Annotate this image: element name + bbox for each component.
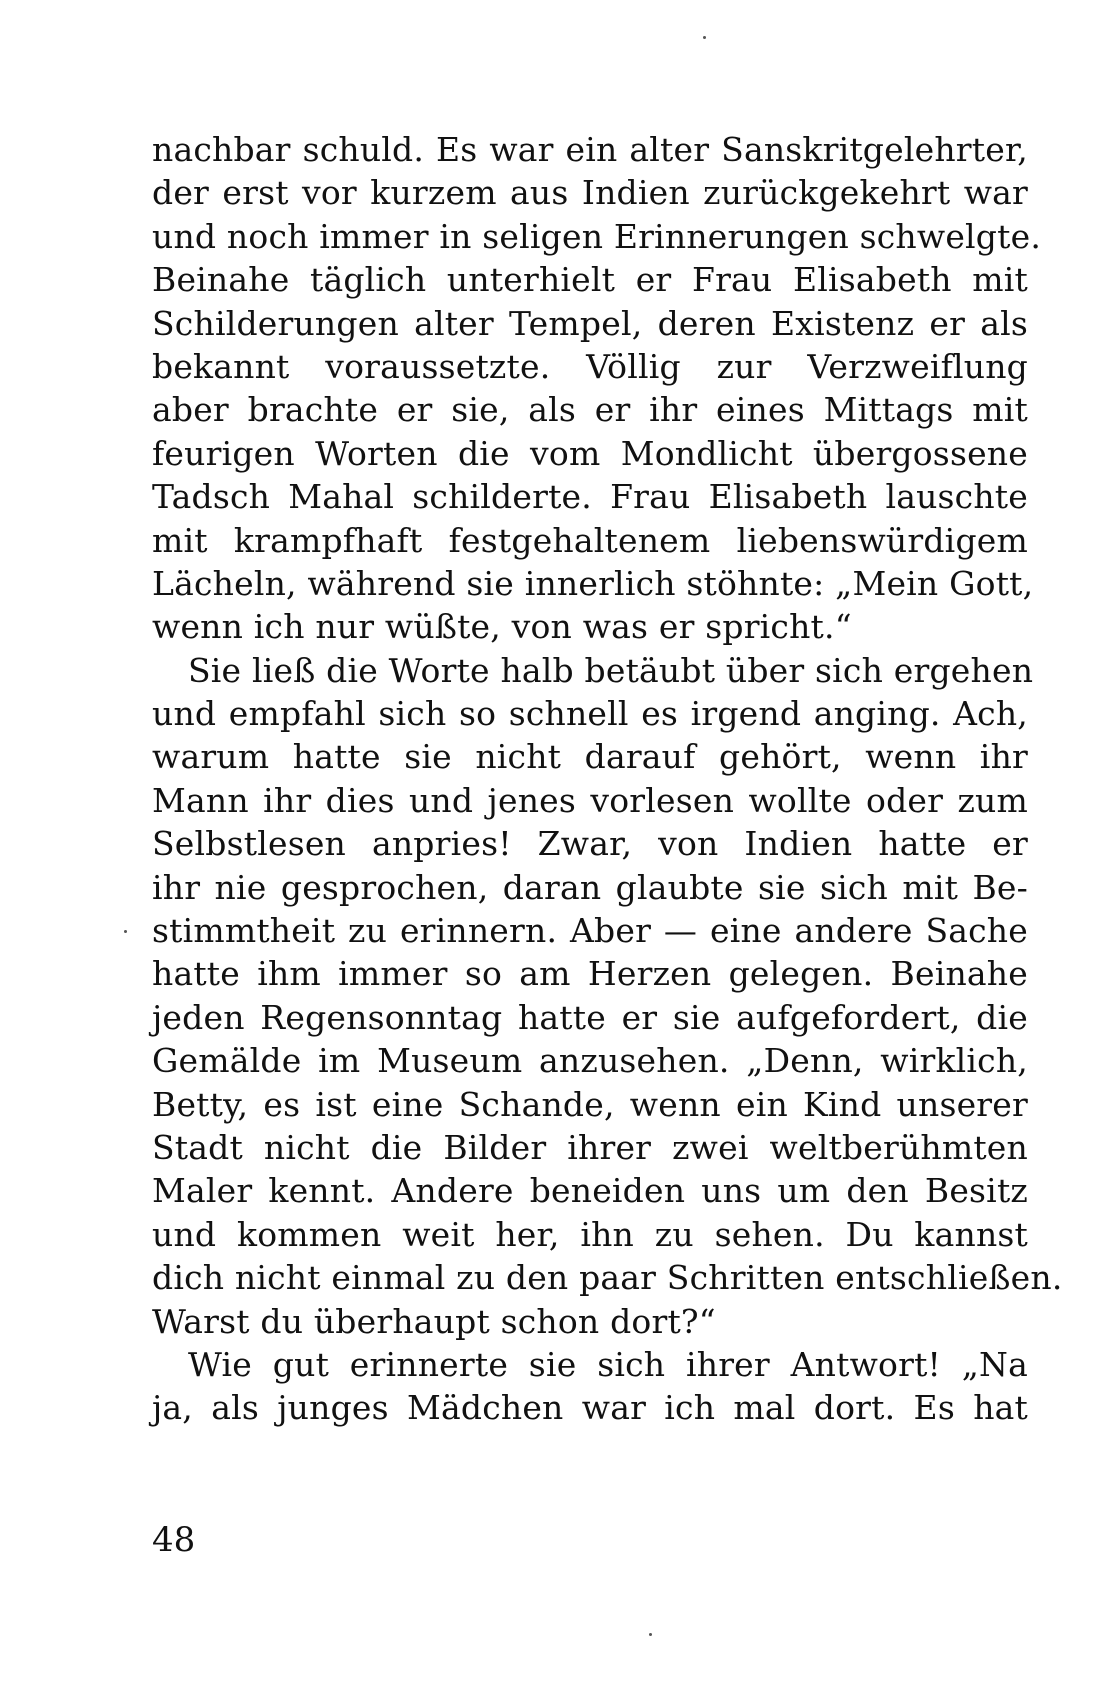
text-line: wenn ich nur wüßte, von was er spricht.“ xyxy=(152,607,852,647)
page-number: 48 xyxy=(152,1520,196,1560)
print-speck xyxy=(649,1633,652,1636)
text-line: hatte ihm immer so am Herzen gelegen. Beinahe xyxy=(152,954,1028,994)
text-line: Wie gut erinnerte sie sich ihrer Antwort! „Na xyxy=(188,1344,1028,1384)
text-line: dich nicht einmal zu den paar Schritten entschließen. xyxy=(152,1258,1063,1298)
paragraph-3 xyxy=(152,1343,1028,1430)
text-line: der erst vor kurzem aus Indien zurückgekehrt war xyxy=(152,173,1028,213)
text-line: nachbar schuld. Es war ein alter Sanskritgelehrter, xyxy=(152,130,1028,169)
text-line: Schilderungen alter Tempel, deren Existenz er als xyxy=(152,303,1028,343)
text-line: und noch immer in seligen Erinnerungen schwelgte. xyxy=(152,216,1042,256)
text-line: ja, als junges Mädchen war ich mal dort. Es hat xyxy=(152,1388,1028,1428)
print-speck xyxy=(124,930,127,933)
print-speck xyxy=(703,36,706,39)
paragraph-2 xyxy=(152,649,1063,1343)
text-line: warum hatte sie nicht darauf gehört, wenn ihr xyxy=(152,737,1028,777)
text-line: stimmtheit zu erinnern. Aber — eine andere Sache xyxy=(152,911,1028,951)
body-text xyxy=(152,128,1063,1430)
text-line: feurigen Worten die vom Mondlicht übergossene xyxy=(152,433,1028,473)
text-line: Tadsch Mahal schilderte. Frau Elisabeth lauschte xyxy=(152,477,1028,517)
text-line: Stadt nicht die Bilder ihrer zwei weltberühmten xyxy=(152,1127,1028,1167)
text-line: Lächeln, während sie innerlich stöhnte: „Mein Gott, xyxy=(152,563,1034,603)
text-line: Mann ihr dies und jenes vorlesen wollte oder zum xyxy=(152,780,1028,820)
text-line: und kommen weit her, ihn zu sehen. Du kannst xyxy=(152,1214,1028,1254)
text-line: Gemälde im Museum anzusehen. „Denn, wirklich, xyxy=(152,1041,1028,1081)
text-line: aber brachte er sie, als er ihr eines Mittags mit xyxy=(152,390,1028,430)
text-line: Maler kennt. Andere beneiden uns um den Besitz xyxy=(152,1171,1028,1211)
text-line: Selbstlesen anpries! Zwar, von Indien hatte er xyxy=(152,824,1028,864)
text-line: Warst du überhaupt schon dort?“ xyxy=(152,1301,716,1341)
text-line: ihr nie gesprochen, daran glaubte sie sich mit Be- xyxy=(152,867,1028,907)
text-line: bekannt voraussetzte. Völlig zur Verzweiflung xyxy=(152,346,1028,386)
text-line: jeden Regensonntag hatte er sie aufgefordert, die xyxy=(152,997,1028,1037)
text-line: Sie ließ die Worte halb betäubt über sich ergehen xyxy=(188,650,1034,690)
text-line: und empfahl sich so schnell es irgend anging. Ach, xyxy=(152,694,1028,734)
paragraph-1 xyxy=(152,128,1042,649)
text-line: Beinahe täglich unterhielt er Frau Elisabeth mit xyxy=(152,260,1028,300)
text-line: mit krampfhaft festgehaltenem liebenswürdigem xyxy=(152,520,1028,560)
text-line: Betty, es ist eine Schande, wenn ein Kind unserer xyxy=(152,1084,1028,1124)
